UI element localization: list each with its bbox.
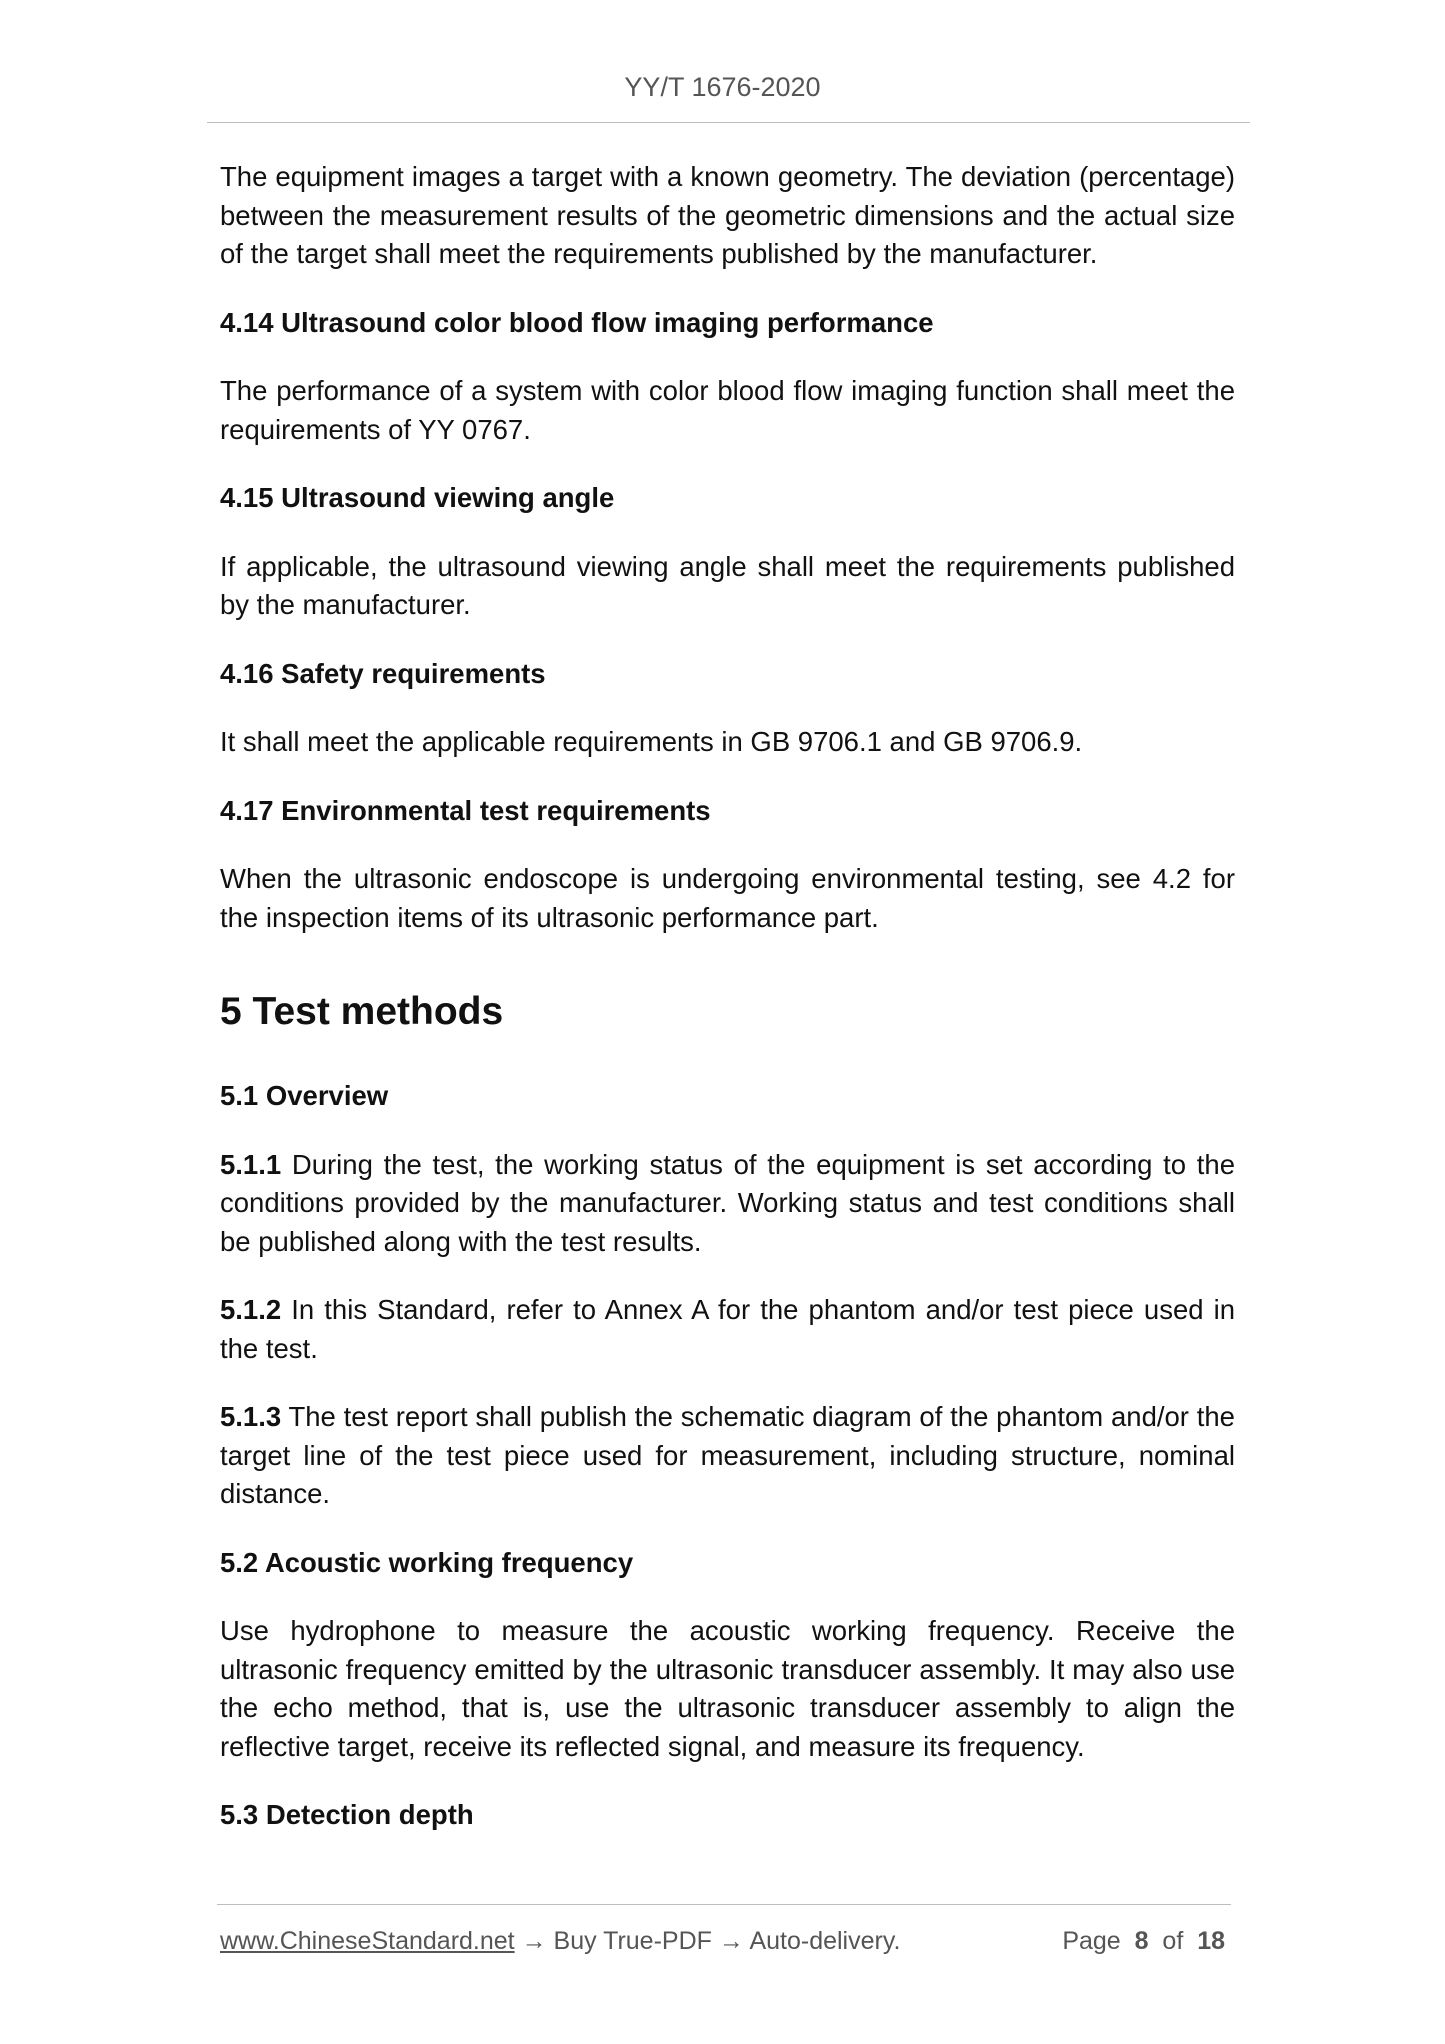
page-content bbox=[220, 158, 1235, 1865]
intro-paragraph: The equipment images a target with a known geometry. The deviation (percentage) between the measurement results of the geometric dimensions and the actual size of the target shall meet the requirements published by the manufacturer. bbox=[220, 161, 1235, 269]
paragraph-4-15: If applicable, the ultrasound viewing angle shall meet the requirements published by the manufacturer. bbox=[220, 550, 1235, 620]
paragraph-5-1-3 bbox=[220, 1398, 1235, 1514]
paragraph-5-2: Use hydrophone to measure the acoustic working frequency. Receive the ultrasonic frequency emitted by the ultrasonic transducer assembly. It may also use the echo method, that is, use the ultrasonic transducer assembly to align the reflective target, receive its reflected signal, and measure its frequency. bbox=[220, 1615, 1235, 1762]
paragraph-4-14: The performance of a system with color blood flow imaging function shall meet the requirements of YY 0767. bbox=[220, 375, 1235, 445]
page-number-indicator bbox=[1062, 1924, 1225, 1958]
page-label: Page bbox=[1062, 1927, 1121, 1955]
clause-number-5-1-1: 5.1.1 bbox=[220, 1148, 282, 1180]
arrow-right-icon: → bbox=[521, 1927, 547, 1955]
footer-promo bbox=[220, 1924, 900, 1958]
clause-number-5-1-3: 5.1.3 bbox=[220, 1401, 282, 1432]
section-heading-5-1: 5.1 Overview bbox=[220, 1080, 389, 1111]
paragraph-4-17: When the ultrasonic endoscope is undergoing environmental testing, see 4.2 for the inspection items of its ultrasonic performance part. bbox=[220, 863, 1235, 933]
website-link[interactable]: www.ChineseStandard.net bbox=[220, 1927, 515, 1955]
total-page-number: 18 bbox=[1197, 1927, 1225, 1955]
current-page-number: 8 bbox=[1134, 1927, 1149, 1955]
arrow-right-icon: → bbox=[718, 1927, 744, 1955]
paragraph-4-16: It shall meet the applicable requirements in GB 9706.1 and GB 9706.9. bbox=[220, 726, 1083, 757]
clause-text-5-1-1: During the test, the working status of the equipment is set according to the conditions provided by the manufacturer. Working status and test conditions shall be published along with the test results. bbox=[220, 1148, 1236, 1257]
chapter-heading-5: 5 Test methods bbox=[220, 990, 504, 1033]
paragraph-5-1-2 bbox=[220, 1291, 1235, 1368]
buy-true-pdf-text: Buy True-PDF bbox=[553, 1927, 712, 1955]
clause-text-5-1-2: In this Standard, refer to Annex A for the phantom and/or test piece used in the test. bbox=[220, 1294, 1236, 1364]
auto-delivery-text: Auto-delivery. bbox=[749, 1927, 901, 1955]
clause-text-5-1-3: The test report shall publish the schematic diagram of the phantom and/or the target line of the test piece used for measurement, including structure, nominal distance. bbox=[220, 1401, 1235, 1509]
section-heading-5-3: 5.3 Detection depth bbox=[220, 1799, 474, 1830]
section-heading-4-14: 4.14 Ultrasound color blood flow imaging performance bbox=[220, 306, 934, 338]
section-heading-5-2: 5.2 Acoustic working frequency bbox=[220, 1546, 634, 1578]
clause-number-5-1-2: 5.1.2 bbox=[220, 1294, 282, 1325]
section-heading-4-15: 4.15 Ultrasound viewing angle bbox=[220, 482, 615, 513]
section-heading-4-16: 4.16 Safety requirements bbox=[220, 657, 546, 689]
section-heading-4-17: 4.17 Environmental test requirements bbox=[220, 794, 711, 826]
header-divider bbox=[207, 122, 1250, 123]
paragraph-5-1-1 bbox=[220, 1146, 1235, 1262]
footer-divider bbox=[217, 1904, 1231, 1905]
header-standard-number: YY/T 1676-2020 bbox=[624, 72, 821, 102]
of-label: of bbox=[1162, 1927, 1184, 1955]
